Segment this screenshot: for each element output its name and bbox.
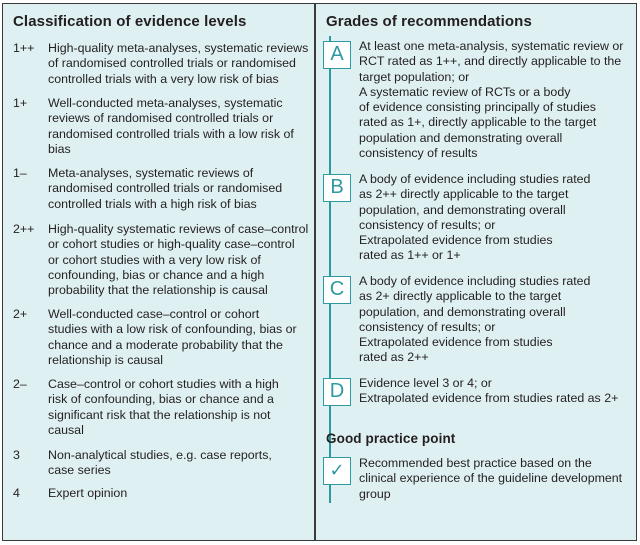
grade-badge-d: D [323, 378, 351, 406]
grade-badge-a: A [323, 41, 351, 69]
description-line: High-quality meta-analyses, systematic reviews [48, 41, 309, 55]
description-line: studies with a low risk of confounding, bias or [48, 322, 297, 337]
grade-description [359, 376, 634, 407]
good-practice-description [359, 456, 634, 502]
grade-description [359, 172, 634, 264]
description-line: risk of confounding, bias or chance and a [48, 392, 274, 407]
evidence-description [48, 166, 313, 212]
description-line: population, and demonstrating overall [359, 304, 566, 319]
description-line: of evidence consisting principally of studies [359, 100, 596, 115]
evidence-level: 4 [13, 486, 20, 500]
description-line: as 2++ directly applicable to the target [359, 187, 569, 202]
description-line: population, and demonstrating overall [359, 202, 566, 217]
description-line: Evidence level 3 or 4; or [359, 376, 492, 390]
description-line: rated as 1++ or 1+ [359, 248, 461, 263]
description-line: significant risk that the relationship is not [48, 407, 271, 422]
description-line: Extrapolated evidence from studies rated as 2+ [359, 391, 619, 406]
evidence-description [48, 96, 313, 157]
description-line: target population; or [359, 69, 470, 84]
description-line: bias [48, 141, 71, 156]
evidence-description [48, 377, 313, 438]
description-line: probability that the relationship is causal [48, 283, 268, 298]
grades-heading: Grades of recommendations [326, 13, 532, 30]
evidence-level: 3 [13, 448, 20, 462]
description-line: A body of evidence including studies rated [359, 274, 591, 288]
evidence-level: 1– [13, 166, 27, 180]
evidence-level: 1+ [13, 96, 28, 110]
description-line: A systematic review of RCTs or a body [359, 84, 571, 99]
description-line: controlled trials with a high risk of bias [48, 196, 257, 211]
description-line: consistency of results; or [359, 319, 496, 334]
evidence-levels-heading: Classification of evidence levels [13, 13, 247, 30]
description-line: consistency of results [359, 146, 478, 161]
description-line: randomised controlled trials or randomised [48, 181, 283, 196]
evidence-description [48, 486, 313, 501]
evidence-level: 2++ [13, 222, 35, 236]
description-line: rated as 1+, directly applicable to the target [359, 115, 597, 130]
column-divider [314, 4, 316, 540]
evidence-level: 2– [13, 377, 27, 391]
description-line: rated as 2++ [359, 350, 429, 365]
description-line: of randomised controlled trials or randomised [48, 56, 296, 71]
description-line: reviews of randomised controlled trials or [48, 111, 274, 126]
checkmark-icon: ✓ [323, 457, 351, 485]
evidence-description [48, 41, 313, 87]
evidence-level: 1++ [13, 41, 35, 55]
evidence-table [2, 3, 637, 541]
description-line: Recommended best practice based on the [359, 456, 592, 470]
evidence-level: 2+ [13, 307, 28, 321]
description-line: RCT rated as 1++, and directly applicable to the [359, 54, 622, 69]
description-line: Well-conducted meta-analyses, systematic [48, 96, 283, 110]
description-line: chance and a moderate probability that the [48, 337, 283, 352]
description-line: group [359, 486, 391, 501]
description-line: causal [48, 422, 84, 437]
evidence-description [48, 448, 313, 479]
description-line: as 2+ directly applicable to the target [359, 289, 562, 304]
evidence-description [48, 307, 313, 368]
description-line: population and demonstrating overall [359, 130, 563, 145]
description-line: Meta-analyses, systematic reviews of [48, 166, 254, 180]
description-line: consistency of results; or [359, 217, 496, 232]
description-line: or cohort studies or high-quality case–control [48, 237, 295, 252]
description-line: Well-conducted case–control or cohort [48, 307, 260, 321]
description-line: randomised controlled trials with a low risk of [48, 126, 294, 141]
description-line: At least one meta-analysis, systematic review or [359, 39, 624, 53]
description-line: relationship is causal [48, 352, 164, 367]
description-line: Expert opinion [48, 486, 128, 500]
grade-description [359, 274, 634, 366]
description-line: Extrapolated evidence from studies [359, 233, 553, 248]
description-line: Extrapolated evidence from studies [359, 335, 553, 350]
description-line: Non-analytical studies, e.g. case reports, [48, 448, 272, 462]
description-line: controlled trials with a very low risk of bias [48, 71, 279, 86]
description-line: clinical experience of the guideline development [359, 471, 623, 486]
description-line: A body of evidence including studies rated [359, 172, 591, 186]
grade-badge-c: C [323, 276, 351, 304]
description-line: High-quality systematic reviews of case–control [48, 222, 309, 236]
good-practice-heading: Good practice point [326, 431, 456, 446]
description-line: case series [48, 463, 111, 478]
description-line: Case–control or cohort studies with a high [48, 377, 279, 391]
grade-badge-b: B [323, 174, 351, 202]
description-line: confounding, bias or chance and a high [48, 267, 265, 282]
description-line: or cohort studies with a very low risk of [48, 252, 261, 267]
grade-description [359, 39, 634, 161]
evidence-description [48, 222, 313, 298]
